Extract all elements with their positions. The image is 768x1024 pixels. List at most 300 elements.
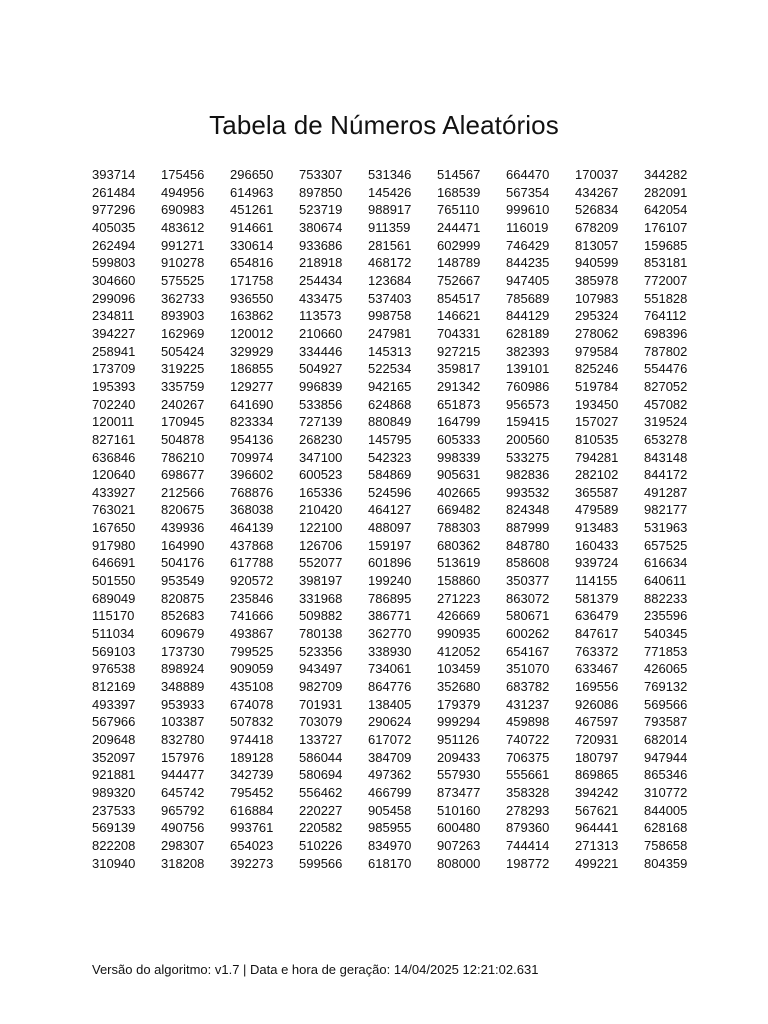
table-cell: 504878 [161,431,205,447]
table-cell: 145795 [368,431,412,447]
table-cell: 628168 [644,820,688,836]
table-body [86,166,707,872]
table-cell: 123684 [368,272,412,288]
table-cell: 523719 [299,202,343,218]
table-row [86,343,707,361]
table-cell: 352680 [437,679,481,695]
table-cell: 510226 [299,837,343,853]
table-cell: 505424 [161,343,205,359]
table-cell: 605333 [437,431,481,447]
table-cell: 344282 [644,167,688,182]
table-cell: 701931 [299,696,343,712]
table-cell: 122100 [299,520,343,536]
generation-footer: Versão do algoritmo: v1.7 | Data e hora de geração: 14/04/2025 12:21:02.631 [92,962,539,977]
table-cell: 501550 [92,573,136,589]
table-cell: 617072 [368,732,412,747]
table-cell: 844129 [506,308,550,324]
table-cell: 698396 [644,325,688,341]
table-cell: 451261 [230,202,274,218]
table-row [86,537,707,555]
table-cell: 163862 [230,308,274,324]
table-cell: 103387 [161,714,205,730]
table-cell: 758658 [644,837,688,853]
table-cell: 493397 [92,696,136,712]
table-row [86,166,707,184]
table-cell: 504176 [161,555,205,571]
table-cell: 567621 [575,802,619,818]
table-cell: 794281 [575,449,619,465]
table-cell: 464127 [368,502,412,518]
table-cell: 176107 [644,219,688,235]
table-cell: 164799 [437,414,481,430]
table-cell: 764112 [644,308,687,324]
table-cell: 146621 [437,308,481,324]
table-cell: 519784 [575,378,619,394]
table-cell: 402665 [437,484,481,500]
table-cell: 385978 [575,272,619,288]
table-cell: 237533 [92,802,136,818]
table-cell: 913483 [575,520,619,536]
table-row [86,484,707,502]
table-cell: 785689 [506,290,550,306]
table-cell: 513619 [437,555,481,571]
table-cell: 636479 [575,608,619,624]
table-cell: 362733 [161,290,205,306]
table-row [86,237,707,255]
table-row [86,378,707,396]
table-cell: 921881 [92,767,136,783]
table-cell: 741666 [230,608,274,624]
table-cell: 509882 [299,608,343,624]
table-cell: 769132 [644,679,688,695]
table-cell: 645742 [161,784,205,800]
table-cell: 555661 [506,767,550,783]
table-row [86,731,707,749]
table-cell: 834970 [368,837,412,853]
table-cell: 209648 [92,732,136,747]
table-cell: 342739 [230,767,274,783]
table-cell: 832780 [161,732,205,747]
table-cell: 304660 [92,272,136,288]
table-cell: 942165 [368,378,412,394]
table-cell: 180797 [575,749,619,765]
table-cell: 683782 [506,679,550,695]
table-cell: 704331 [437,325,481,341]
table-cell: 254434 [299,272,343,288]
table-cell: 964441 [575,820,619,836]
table-cell: 640611 [644,573,687,589]
table-cell: 494956 [161,184,205,200]
table-cell: 175456 [161,167,205,182]
table-cell: 488097 [368,520,412,536]
table-row [86,184,707,202]
table-cell: 820875 [161,590,205,606]
table-cell: 863072 [506,590,550,606]
table-cell: 905458 [368,802,412,818]
table-cell: 827052 [644,378,688,394]
table-cell: 999294 [437,714,481,730]
table-cell: 522534 [368,361,412,377]
table-cell: 654167 [506,643,550,659]
table-cell: 113573 [299,308,342,324]
table-cell: 897850 [299,184,343,200]
table-cell: 329929 [230,343,274,359]
table-cell: 556462 [299,784,343,800]
table-cell: 168539 [437,184,481,200]
table-cell: 491287 [644,484,688,500]
table-row [86,449,707,467]
table-cell: 114155 [575,573,618,589]
table-cell: 927215 [437,343,481,359]
table-cell: 956573 [506,396,550,412]
table-row [86,396,707,414]
table-cell: 218918 [299,255,343,271]
table-cell: 179379 [437,696,481,712]
table-row [86,290,707,308]
table-row [86,360,707,378]
table-cell: 405035 [92,219,136,235]
table-cell: 164990 [161,537,205,553]
table-cell: 569566 [644,696,688,712]
table-cell: 433475 [299,290,343,306]
table-cell: 268230 [299,431,343,447]
table-cell: 467597 [575,714,619,730]
table-cell: 193450 [575,396,619,412]
table-cell: 537403 [368,290,412,306]
table-cell: 599803 [92,255,136,271]
table-cell: 362770 [368,626,412,642]
table-cell: 926086 [575,696,619,712]
table-cell: 907263 [437,837,481,853]
table-cell: 917980 [92,537,136,553]
table-cell: 330614 [230,237,274,253]
table-cell: 765110 [437,202,480,218]
table-cell: 567354 [506,184,550,200]
table-row [86,431,707,449]
table-cell: 993761 [230,820,274,836]
table-cell: 173709 [92,361,136,377]
table-cell: 262494 [92,237,136,253]
table-cell: 808000 [437,855,481,871]
table-cell: 120640 [92,467,136,483]
table-cell: 120012 [230,325,274,341]
table-cell: 703079 [299,714,343,730]
table-cell: 278293 [506,802,550,818]
table-cell: 914661 [230,219,274,235]
table-cell: 651873 [437,396,481,412]
table-cell: 702240 [92,396,136,412]
table-cell: 514567 [437,167,481,182]
table-cell: 434267 [575,184,619,200]
table-cell: 351070 [506,661,550,677]
table-cell: 139101 [506,361,550,377]
table-cell: 431237 [506,696,550,712]
table-cell: 468172 [368,255,412,271]
table-row [86,607,707,625]
table-cell: 905631 [437,467,481,483]
table-cell: 170037 [575,167,619,182]
table-cell: 600480 [437,820,481,836]
table-cell: 820675 [161,502,205,518]
table-cell: 394242 [575,784,619,800]
table-cell: 848780 [506,537,550,553]
table-cell: 365587 [575,484,619,500]
table-cell: 511034 [92,626,135,642]
table-cell: 160433 [575,537,619,553]
table-cell: 298307 [161,837,205,853]
table-row [86,325,707,343]
table-cell: 858608 [506,555,550,571]
random-numbers-table [86,166,707,872]
table-cell: 763372 [575,643,619,659]
table-cell: 459898 [506,714,550,730]
table-cell: 167650 [92,520,136,536]
table-cell: 936550 [230,290,274,306]
table-cell: 654816 [230,255,274,271]
table-row [86,749,707,767]
table-cell: 439936 [161,520,205,536]
table-cell: 793587 [644,714,688,730]
table-cell: 235596 [644,608,688,624]
table-cell: 674078 [230,696,274,712]
table-cell: 664470 [506,167,550,182]
table-cell: 727139 [299,414,343,430]
table-cell: 951126 [437,732,480,747]
table-cell: 220582 [299,820,343,836]
table-row [86,766,707,784]
table-cell: 953549 [161,573,205,589]
table-cell: 843148 [644,449,688,465]
table-cell: 869865 [575,767,619,783]
table-cell: 531963 [644,520,688,536]
table-cell: 678209 [575,219,619,235]
table-cell: 386771 [368,608,412,624]
table-cell: 880849 [368,414,412,430]
table-cell: 457082 [644,396,688,412]
table-cell: 220227 [299,802,343,818]
table-cell: 822208 [92,837,136,853]
table-cell: 504927 [299,361,343,377]
table-cell: 636846 [92,449,136,465]
table-cell: 812169 [92,679,136,695]
table-row [86,713,707,731]
table-cell: 991271 [161,237,205,253]
table-cell: 120011 [92,414,135,430]
table-cell: 709974 [230,449,274,465]
table-row [86,643,707,661]
table-cell: 145313 [368,343,412,359]
table-cell: 158860 [437,573,481,589]
table-cell: 234811 [92,308,135,324]
page-title: Tabela de Números Aleatórios [209,110,559,140]
table-cell: 338930 [368,643,412,659]
table-cell: 552077 [299,555,343,571]
table-cell: 580694 [299,767,343,783]
table-cell: 186855 [230,361,274,377]
table-cell: 740722 [506,732,550,747]
table-cell: 335759 [161,378,205,394]
table-cell: 359817 [437,361,481,377]
table-cell: 982836 [506,467,550,483]
table-row [86,819,707,837]
table-cell: 580671 [506,608,550,624]
table-cell: 380674 [299,219,343,235]
table-cell: 943497 [299,661,343,677]
table-cell: 384709 [368,749,412,765]
table-cell: 493867 [230,626,274,642]
table-row [86,254,707,272]
table-row [86,572,707,590]
table-cell: 965792 [161,802,205,818]
table-cell: 569139 [92,820,136,836]
table-cell: 933686 [299,237,343,253]
table-cell: 271223 [437,590,481,606]
table-cell: 844235 [506,255,550,271]
table-cell: 771853 [644,643,688,659]
table-cell: 126706 [299,537,343,553]
table-cell: 786210 [161,449,205,465]
table-cell: 706375 [506,749,550,765]
table-cell: 780138 [299,626,343,642]
table-cell: 159197 [368,537,412,553]
table-cell: 554476 [644,361,688,377]
table-cell: 524596 [368,484,412,500]
table-cell: 823334 [230,414,274,430]
table-cell: 394227 [92,325,136,341]
table-cell: 435108 [230,679,274,695]
table-cell: 887999 [506,520,550,536]
table-cell: 348889 [161,679,205,695]
table-cell: 350377 [506,573,550,589]
table-cell: 753307 [299,167,343,182]
table-cell: 939724 [575,555,619,571]
table-cell: 569103 [92,643,136,659]
table-cell: 157027 [575,414,619,430]
table-cell: 466799 [368,784,412,800]
table-cell: 299096 [92,290,136,306]
table-cell: 396602 [230,467,274,483]
table-cell: 464139 [230,520,274,536]
table-cell: 614963 [230,184,274,200]
table-cell: 824348 [506,502,550,518]
table-cell: 974418 [230,732,274,747]
table-cell: 358328 [506,784,550,800]
table-cell: 787802 [644,343,688,359]
table-row [86,501,707,519]
table-cell: 752667 [437,272,481,288]
table-cell: 159415 [506,414,550,430]
table-cell: 600262 [506,626,550,642]
table-cell: 988917 [368,202,412,218]
table-cell: 133727 [299,732,343,747]
table-cell: 138405 [368,696,412,712]
table-cell: 145426 [368,184,412,200]
table-cell: 680362 [437,537,481,553]
table-cell: 763021 [92,502,136,518]
table-cell: 352097 [92,749,136,765]
table-cell: 319225 [161,361,205,377]
table-row [86,466,707,484]
table-cell: 334446 [299,343,343,359]
table-cell: 616634 [644,555,688,571]
table-row [86,660,707,678]
table-cell: 990935 [437,626,481,642]
table-cell: 893903 [161,308,205,324]
table-cell: 669482 [437,502,481,518]
table-row [86,219,707,237]
table-cell: 827161 [92,431,136,447]
table-cell: 258941 [92,343,136,359]
table-cell: 542323 [368,449,412,465]
table-cell: 437868 [230,537,274,553]
table-cell: 261484 [92,184,136,200]
table-cell: 426065 [644,661,688,677]
table-cell: 198772 [506,855,550,871]
table-cell: 854517 [437,290,481,306]
table-cell: 282102 [575,467,619,483]
table-cell: 212566 [161,484,205,500]
table-cell: 523356 [299,643,343,659]
table-cell: 115170 [92,608,135,624]
table-cell: 953933 [161,696,205,712]
table-cell: 998758 [368,308,412,324]
table-cell: 804359 [644,855,688,871]
table-row [86,678,707,696]
table-cell: 985955 [368,820,412,836]
table-cell: 979584 [575,343,619,359]
table-cell: 653278 [644,431,688,447]
table-cell: 171758 [230,272,274,288]
table-cell: 173730 [161,643,205,659]
table-cell: 768876 [230,484,274,500]
table-cell: 795452 [230,784,274,800]
table-cell: 698677 [161,467,205,483]
table-cell: 847617 [575,626,619,642]
table-cell: 646691 [92,555,136,571]
table-cell: 426669 [437,608,481,624]
table-cell: 240267 [161,396,205,412]
table-cell: 602999 [437,237,481,253]
table-cell: 483612 [161,219,205,235]
table-row [86,201,707,219]
table-cell: 940599 [575,255,619,271]
table-cell: 393714 [92,167,136,182]
table-cell: 689049 [92,590,136,606]
table-cell: 982177 [644,502,688,518]
table-cell: 734061 [368,661,412,677]
table-cell: 642054 [644,202,688,218]
table-cell: 210420 [299,502,343,518]
table-cell: 281561 [368,237,412,253]
table-cell: 657525 [644,537,688,553]
table-cell: 989320 [92,784,136,800]
table-cell: 510160 [437,802,481,818]
table-cell: 996839 [299,378,343,394]
table-cell: 162969 [161,325,205,341]
table-cell: 772007 [644,272,688,288]
table-cell: 641690 [230,396,274,412]
table-cell: 825246 [575,361,619,377]
table-cell: 567966 [92,714,136,730]
table-cell: 170945 [161,414,205,430]
table-cell: 910278 [161,255,205,271]
table-cell: 616884 [230,802,274,818]
table-row [86,590,707,608]
table-cell: 882233 [644,590,688,606]
table-cell: 909059 [230,661,274,677]
table-cell: 599566 [299,855,343,871]
table-cell: 744414 [506,837,550,853]
